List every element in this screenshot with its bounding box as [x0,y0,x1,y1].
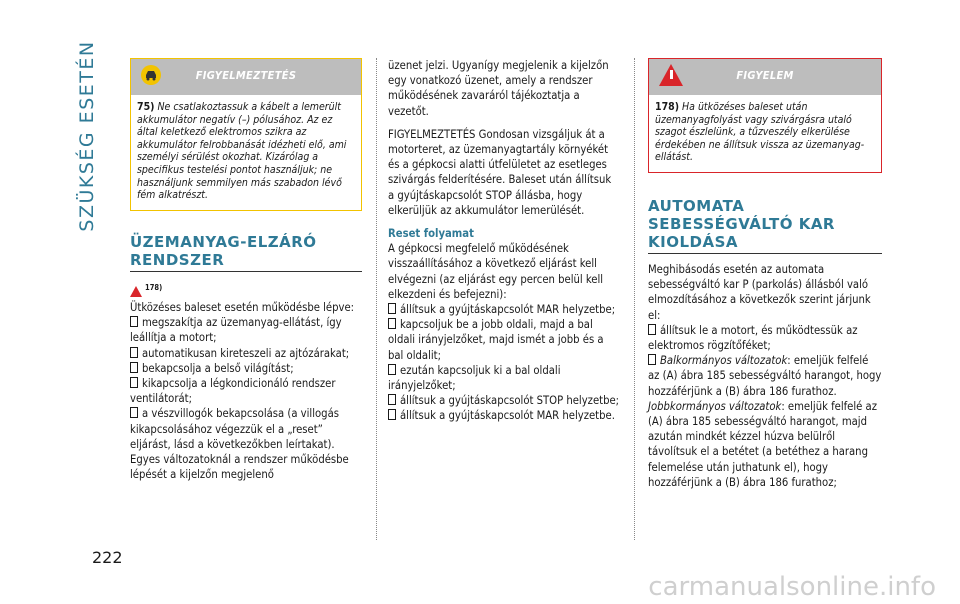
intro-text: Meghibásodás esetén az automata sebességváltó kar P (parkolás) állásból való elmozdításához a következők szerint járjunk el: [648,262,871,322]
list-item: automatikusan kireteszeli az ajtózárakat; [130,346,362,361]
watermark: carmanualsonline.info [648,572,936,602]
checkbox-bullet-icon [648,324,656,335]
intro-text: Ütközéses baleset esetén működésbe lépve: [130,300,355,314]
list-item: kapcsoljuk be a jobb oldali, majd a bal oldali irányjelzőket, majd ismét a jobb és a bal oldalit; [388,318,604,362]
column-3 [648,58,882,490]
caution-header [649,59,881,95]
paragraph: Egyes változatoknál a rendszer működésbe lépését a kijelzőn megjelenő [130,452,349,482]
caution-text: 178) Ha ütközéses baleset után üzemanyagfolyást vagy szivárgásra utaló szagot észlelünk, a tűzveszély elkerülése érdekében ne állítsuk vissza az üzemanyag-ellátást. [655,101,865,164]
paragraph: A gépkocsi megfelelő működésének visszaállításához a következő eljárást kell elvégezni (az eljárást egy percen belül kell elkezdeni és befejezni): [388,242,604,301]
checkbox-bullet-icon [130,347,138,358]
section-heading: ÜZEMANYAG-ELZÁRÓ RENDSZER [130,233,362,272]
page-number: 222 [92,548,123,567]
checkbox-bullet-icon [130,316,138,327]
section-heading: AUTOMATA SEBESSÉGVÁLTÓ KAR KIOLDÁSA [648,197,882,254]
list-item: állítsuk a gyújtáskapcsolót STOP helyzetbe; [388,393,620,408]
checkbox-bullet-icon [130,362,138,373]
column-divider [634,58,635,540]
warning-box [130,58,362,211]
list-item: ezután kapcsoljuk ki a bal oldali irányjelzőket; [388,363,561,393]
section-body [130,280,362,483]
column-1 [130,58,362,482]
paragraph: FIGYELMEZTETÉS Gondosan vizsgáljuk át a motorteret, az üzemanyagtartály környékét és a gépkocsi alatti útfelületet az esetleges szivárgás felderítésére. Baleset után állítsuk a gyújtáskapcsolót STOP állásba, hogy elkerüljük az akkumulátor lemerülését. [388,127,612,217]
checkbox-bullet-icon [388,394,396,405]
list-item: a vészvillogók bekapcsolása (a villogás kikapcsolásához végezzük el a „reset” eljárást, lásd a következőkben leírtakat). [130,407,339,451]
column-divider [376,58,377,540]
checkbox-bullet-icon [388,318,396,329]
checkbox-bullet-icon [388,409,396,420]
warning-header [131,59,361,95]
checkbox-bullet-icon [388,303,396,314]
warning-triangle-icon [130,286,142,297]
list-item: megszakítja az üzemanyag-ellátást, így leállítja a motort; [130,316,342,345]
checkbox-bullet-icon [130,407,138,418]
checkbox-bullet-icon [648,354,656,365]
warning-label: FIGYELMEZTETÉS [195,69,297,82]
list-item: állítsuk le a motort, és működtessük az elektromos rögzítőféket; [648,323,858,352]
list-item: állítsuk a gyújtáskapcsolót MAR helyzetbe. [388,408,620,423]
chapter-side-title: SZÜKSÉG ESETÉN [76,40,98,232]
checkbox-bullet-icon [130,377,138,388]
reference-marker: 178) [130,280,362,300]
list-item: Balkormányos változatok: emeljük felfelé az (A) ábra 185 sebességváltó harangot, hogy hozzáférjünk a (B) ábra 186 furathoz. Jobbkormányos változatok: emeljük felfelé az (A) ábra 185 sebességváltó harangot, majd azután mindkét kézzel húzva belülről távolítsuk el a betétet (a betéthez a harang felemelése után juthatunk el), hogy hozzáférjünk a (B) ábra 186 furathoz; [648,354,882,489]
column-2 [388,58,620,424]
list-item: kikapcsolja a légkondicionáló rendszer ventilátorát; [130,376,336,406]
warning-text: 75) Ne csatlakoztassuk a kábelt a lemerült akkumulátor negatív (–) pólusához. Az ez által keletkező elektromos szikra az akkumulátor felrobbanását idézheti elő, ami személyi sérülést okozhat. Kizárólag a specifikus testelési pontot használjuk; ne használjunk semmilyen más szabadon lévő fém alkatrészt. [137,101,347,202]
caution-label: FIGYELEM [736,69,794,82]
list-item: állítsuk a gyújtáskapcsolót MAR helyzetbe; [388,302,620,317]
list-item: bekapcsolja a belső világítást; [130,361,362,376]
caution-box [648,58,882,173]
checkbox-bullet-icon [388,364,396,375]
subheading: Reset folyamat [388,227,474,241]
paragraph: üzenet jelzi. Ugyanígy megjelenik a kijelzőn egy vonatkozó üzenet, amely a rendszer működésének zavaráról tájékoztatja a vezetőt. [388,59,609,118]
section-body [648,262,882,490]
